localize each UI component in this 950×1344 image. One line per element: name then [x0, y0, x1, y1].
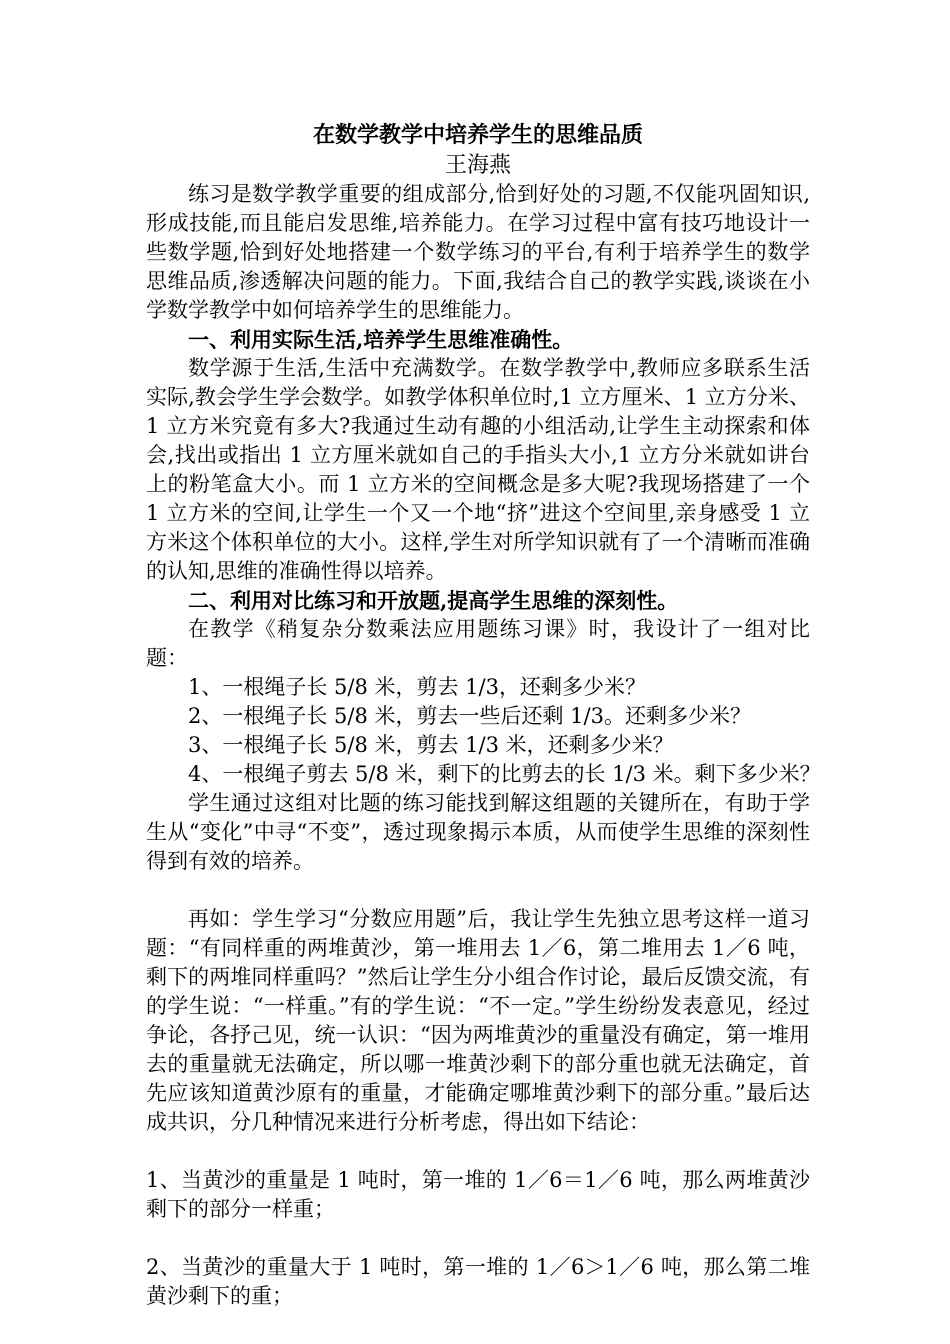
- question-item: 1、一根绳子长 5/8 米，剪去 1/3，还剩多少米？: [188, 675, 646, 699]
- blank-line: [146, 1224, 810, 1253]
- question-item: 4、一根绳子剪去 5/8 米，剩下的比剪去的长 1/3 米。剩下多少米？: [188, 762, 821, 786]
- section2-heading: 二、利用对比练习和开放题,提高学生思维的深刻性。: [188, 588, 679, 613]
- example-paragraph: 再如：学生学习“分数应用题”后，我让学生先独立思考这样一道习题：“有同样重的两堆黄沙，第一堆用去 1／6，第二堆用去 1／6 吨，剩下的两堆同样重吗？”然后让学生分小组合作讨论，最后反馈交流，有的学生说：“一样重。”有的学生说：“不一定。”学生纷纷发表意见，经过争论，各抒己见，统一认识：“因为两堆黄沙的重量没有确定，第一堆用去的重量就无法确定，所以哪一堆黄沙剩下的部分重也就无法确定，首先应该知道黄沙原有的重量，才能确定哪堆黄沙剩下的部分重。”最后达成共识，分几种情况来进行分析考虑，得出如下结论：: [146, 907, 810, 1134]
- section1-body: 数学源于生活,生活中充满数学。在数学教学中,教师应多联系生活实际,教会学生学会数学。如教学体积单位时,1 立方厘米、1 立方分米、1 立方米究竟有多大?我通过生动有趣的小组活动,让学生主动探索和体会,找出或指出 1 立方厘米就如自己的手指头大小,1 立方分米就如讲台上的粉笔盒大小。而 1 立方米的空间概念是多大呢?我现场搭建了一个 1 立方米的空间,让学生一个又一个地“挤”进这个空间里,亲身感受 1 立方米这个体积单位的大小。这样,学生对所学知识就有了一个清晰而准确的认知,思维的准确性得以培养。: [146, 356, 810, 583]
- section1-heading: 一、利用实际生活,培养学生思维准确性。: [188, 327, 574, 352]
- author-name: 王海燕: [444, 153, 511, 178]
- document-page: [146, 120, 821, 1311]
- question-item: 2、一根绳子长 5/8 米，剪去一些后还剩 1/3。还剩多少米？: [188, 704, 751, 728]
- conclusion-item: 1、当黄沙的重量是 1 吨时，第一堆的 1／6＝1／6 吨，那么两堆黄沙剩下的部分一样重；: [146, 1168, 810, 1221]
- section2-lead: 在教学《稍复杂分数乘法应用题练习课》时，我设计了一组对比题：: [146, 617, 810, 670]
- section2-summary: 学生通过这组对比题的练习能找到解这组题的关键所在，有助于学生从“变化”中寻“不变”，透过现象揭示本质，从而使学生思维的深刻性得到有效的培养。: [146, 791, 810, 873]
- blank-line: [146, 1137, 810, 1166]
- conclusion-item: 2、当黄沙的重量大于 1 吨时，第一堆的 1／6＞1／6 吨，那么第二堆黄沙剩下的重；: [146, 1255, 810, 1308]
- question-item: 3、一根绳子长 5/8 米，剪去 1/3 米，还剩多少米？: [188, 733, 674, 757]
- intro-paragraph: 练习是数学教学重要的组成部分,恰到好处的习题,不仅能巩固知识,形成技能,而且能启发思维,培养能力。在学习过程中富有技巧地设计一些数学题,恰到好处地搭建一个数学练习的平台,有利于培养学生的数学思维品质,渗透解决问题的能力。下面,我结合自己的教学实践,谈谈在小学数学教学中如何培养学生的思维能力。: [146, 182, 810, 322]
- document-title: 在数学教学中培养学生的思维品质: [312, 122, 643, 148]
- blank-line: [146, 876, 810, 905]
